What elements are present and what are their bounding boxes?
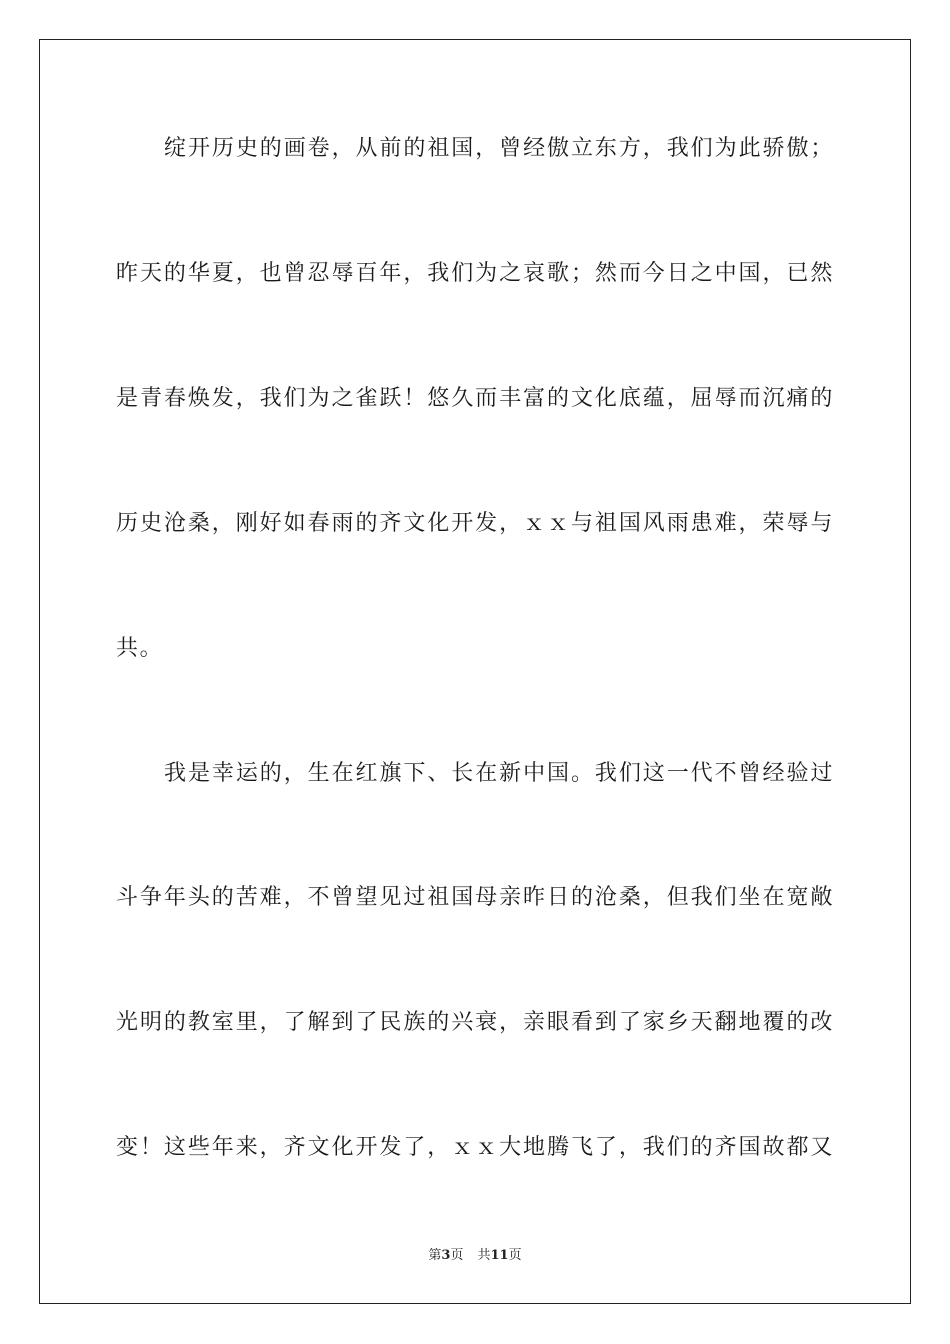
paragraph-1-line-4: 历史沧桑，刚好如春雨的齐文化开发，ｘｘ与祖国风雨患难，荣辱与 — [116, 511, 834, 536]
total-label-suffix: 页 — [508, 1248, 522, 1263]
page-footer — [0, 1246, 950, 1266]
paragraph-2-line-4: 变！这些年来，齐文化开发了，ｘｘ大地腾飞了，我们的齐国故都又 — [116, 1135, 834, 1160]
paragraph-1-line-3: 是青春焕发，我们为之雀跃！悠久而丰富的文化底蕴，屈辱而沉痛的 — [116, 386, 834, 411]
paragraph-1-line-2: 昨天的华夏，也曾忍辱百年，我们为之哀歌；然而今日之中国，已然 — [116, 261, 834, 286]
paragraph-2-line-1: 我是幸运的，生在红旗下、长在新中国。我们这一代不曾经验过 — [164, 761, 834, 786]
page-label-prefix: 第 — [428, 1248, 442, 1263]
paragraph-1-line-5: 共。 — [116, 636, 164, 661]
paragraph-2-line-2: 斗争年头的苦难，不曾望见过祖国母亲昨日的沧桑，但我们坐在宽敞 — [116, 885, 834, 910]
page-frame — [39, 39, 911, 1304]
total-label-prefix: 共 — [477, 1248, 491, 1263]
current-page-number: 3 — [441, 1248, 451, 1263]
page-label-suffix: 页 — [450, 1248, 464, 1263]
paragraph-1-line-1: 绽开历史的画卷，从前的祖国，曾经傲立东方，我们为此骄傲； — [164, 136, 834, 161]
paragraph-2-line-3: 光明的教室里，了解到了民族的兴衰，亲眼看到了家乡天翻地覆的改 — [116, 1010, 834, 1035]
total-page-number: 11 — [490, 1248, 509, 1263]
